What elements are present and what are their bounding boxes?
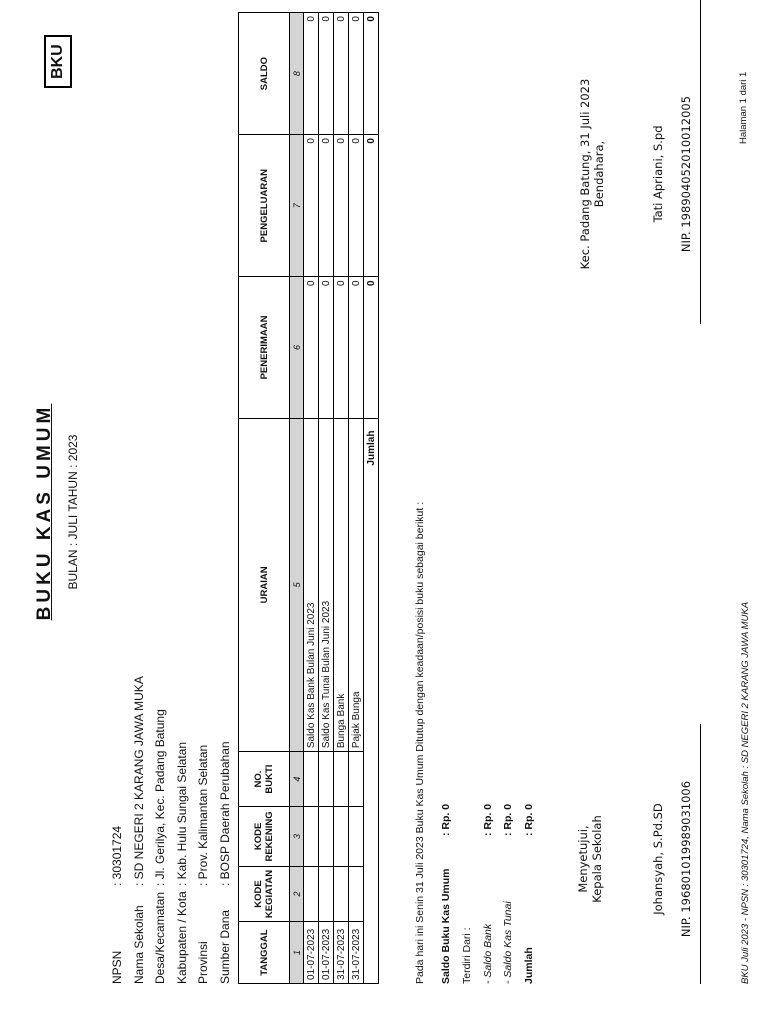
column-header: URAIAN xyxy=(239,418,290,752)
cell-kode-rekening xyxy=(334,806,349,866)
cell-no-bukti xyxy=(319,752,334,807)
column-header: KODE REKENING xyxy=(239,806,290,866)
cell-uraian: Pajak Bunga xyxy=(349,418,364,752)
table-row xyxy=(304,13,319,984)
column-header: PENGELUARAN xyxy=(239,135,290,277)
cell-no-bukti xyxy=(334,752,349,807)
bank-line xyxy=(482,803,494,984)
column-header: KODE KEGIATAN xyxy=(239,866,290,921)
info-row xyxy=(172,676,194,984)
table-row xyxy=(349,13,364,984)
approver-title: Menyetujui, xyxy=(576,825,590,893)
cell-saldo: 0 xyxy=(304,13,319,135)
info-label: Desa/Kecamatan xyxy=(153,891,167,984)
school-info xyxy=(107,676,236,984)
total-saldo: 0 xyxy=(364,13,379,135)
column-number: 8 xyxy=(290,13,304,135)
info-value: : Kab. Hulu Sungai Selatan xyxy=(174,741,189,886)
bku-badge: BKU xyxy=(44,35,72,88)
treasurer-place-date: Kec. Padang Batung, 31 Juli 2023 xyxy=(578,78,592,270)
cell-pengeluaran: 0 xyxy=(304,135,319,277)
total-pengeluaran: 0 xyxy=(364,135,379,277)
saldo-label: Saldo Buku Kas Umum xyxy=(440,868,452,984)
cell-penerimaan: 0 xyxy=(349,277,364,418)
info-row xyxy=(107,676,129,984)
cell-penerimaan: 0 xyxy=(334,277,349,418)
jumlah-line xyxy=(523,803,535,984)
total-label: Jumlah xyxy=(364,418,379,983)
approver-name: Johansyah, S.Pd.SD xyxy=(651,803,665,915)
treasurer-role: Bendahara, xyxy=(592,140,606,208)
cell-penerimaan: 0 xyxy=(304,277,319,418)
cell-uraian: Saldo Kas Bank Bulan Juni 2023 xyxy=(304,418,319,752)
info-row xyxy=(129,676,151,984)
info-row xyxy=(193,676,215,984)
info-value: : BOSP Daerah Perubahan xyxy=(217,741,232,886)
jumlah-value: : Rp. 0 xyxy=(523,803,535,836)
treasurer-name: Tati Apriani, S.pd xyxy=(651,125,665,223)
closing-statement: Pada hari ini Senin 31 Juli 2023 Buku Kas Umum Ditutup dengan keadaan/posisi buku sebagai berikut : xyxy=(414,501,426,984)
cell-tanggal: 01-07-2023 xyxy=(319,922,334,984)
cell-pengeluaran: 0 xyxy=(334,135,349,277)
bank-label: - Saldo Bank xyxy=(482,923,494,984)
column-number: 3 xyxy=(290,806,304,866)
cell-kode-kegiatan xyxy=(304,866,319,921)
column-number: 5 xyxy=(290,418,304,752)
column-header: NO. BUKTI xyxy=(239,752,290,807)
saldo-value: : Rp. 0 xyxy=(440,803,452,836)
column-header: TANGGAL xyxy=(239,922,290,984)
cell-kode-kegiatan xyxy=(349,866,364,921)
info-value: : Prov. Kalimantan Selatan xyxy=(196,744,210,886)
tunai-value: : Rp. 0 xyxy=(502,803,514,836)
cell-no-bukti xyxy=(349,752,364,807)
tunai-line xyxy=(502,803,514,984)
info-value: : 30301724 xyxy=(110,825,124,886)
info-label: Provinsi xyxy=(196,941,210,984)
table-header-row xyxy=(239,13,290,984)
info-label: Sumber Dana xyxy=(217,909,232,984)
approver-nip: NIP. 196801019989031006 xyxy=(679,780,693,938)
cell-kode-rekening xyxy=(349,806,364,866)
info-row xyxy=(215,676,237,984)
jumlah-label: Jumlah xyxy=(523,947,535,984)
info-value: : Jl. Gerilya, Kec. Padang Batung xyxy=(153,709,167,886)
info-label: Nama Sekolah xyxy=(131,905,146,984)
footer-info: BKU Juli 2023 - NPSN : 30301724, Nama Sekolah : SD NEGERI 2 KARANG JAWA MUKA xyxy=(740,601,751,984)
info-row xyxy=(150,676,172,984)
cell-uraian: Bunga Bank xyxy=(334,418,349,752)
table-row xyxy=(334,13,349,984)
document-subtitle: BULAN : JULI TAHUN : 2023 xyxy=(66,434,80,590)
info-label: NPSN xyxy=(110,950,124,984)
column-header: SALDO xyxy=(239,13,290,135)
cell-no-bukti xyxy=(304,752,319,807)
column-number: 6 xyxy=(290,277,304,418)
cell-saldo: 0 xyxy=(319,13,334,135)
terdiri-label: Terdiri Dari : xyxy=(461,927,473,984)
column-number-row xyxy=(290,13,304,984)
treasurer-nip: NIP. 198904052010012005 xyxy=(679,95,693,253)
approver-role: Kepala Sekolah xyxy=(590,815,604,903)
total-penerimaan: 0 xyxy=(364,277,379,418)
document-title: BUKU KAS UMUM xyxy=(34,403,55,621)
cell-pengeluaran: 0 xyxy=(319,135,334,277)
info-label: Kabupaten / Kota xyxy=(174,891,189,984)
total-row xyxy=(364,13,379,984)
column-number: 1 xyxy=(290,922,304,984)
column-number: 7 xyxy=(290,135,304,277)
table-row xyxy=(319,13,334,984)
saldo-line xyxy=(440,803,452,984)
ledger-table xyxy=(238,12,379,984)
cell-kode-rekening xyxy=(319,806,334,866)
cell-pengeluaran: 0 xyxy=(349,135,364,277)
cell-saldo: 0 xyxy=(334,13,349,135)
cell-kode-rekening xyxy=(304,806,319,866)
tunai-label: - Saldo Kas Tunai xyxy=(502,901,514,984)
cell-tanggal: 31-07-2023 xyxy=(349,922,364,984)
page-number: Halaman 1 dari 1 xyxy=(738,71,749,144)
cell-penerimaan: 0 xyxy=(319,277,334,418)
cell-saldo: 0 xyxy=(349,13,364,135)
signature-line xyxy=(700,724,701,984)
signature-line xyxy=(700,0,701,324)
cell-uraian: Saldo Kas Tunai Bulan Juni 2023 xyxy=(319,418,334,752)
cell-kode-kegiatan xyxy=(334,866,349,921)
cell-kode-kegiatan xyxy=(319,866,334,921)
cell-tanggal: 01-07-2023 xyxy=(304,922,319,984)
info-value: : SD NEGERI 2 KARANG JAWA MUKA xyxy=(131,676,146,886)
cell-tanggal: 31-07-2023 xyxy=(334,922,349,984)
column-number: 2 xyxy=(290,866,304,921)
bank-value: : Rp. 0 xyxy=(482,803,494,836)
column-header: PENERIMAAN xyxy=(239,277,290,418)
column-number: 4 xyxy=(290,752,304,807)
